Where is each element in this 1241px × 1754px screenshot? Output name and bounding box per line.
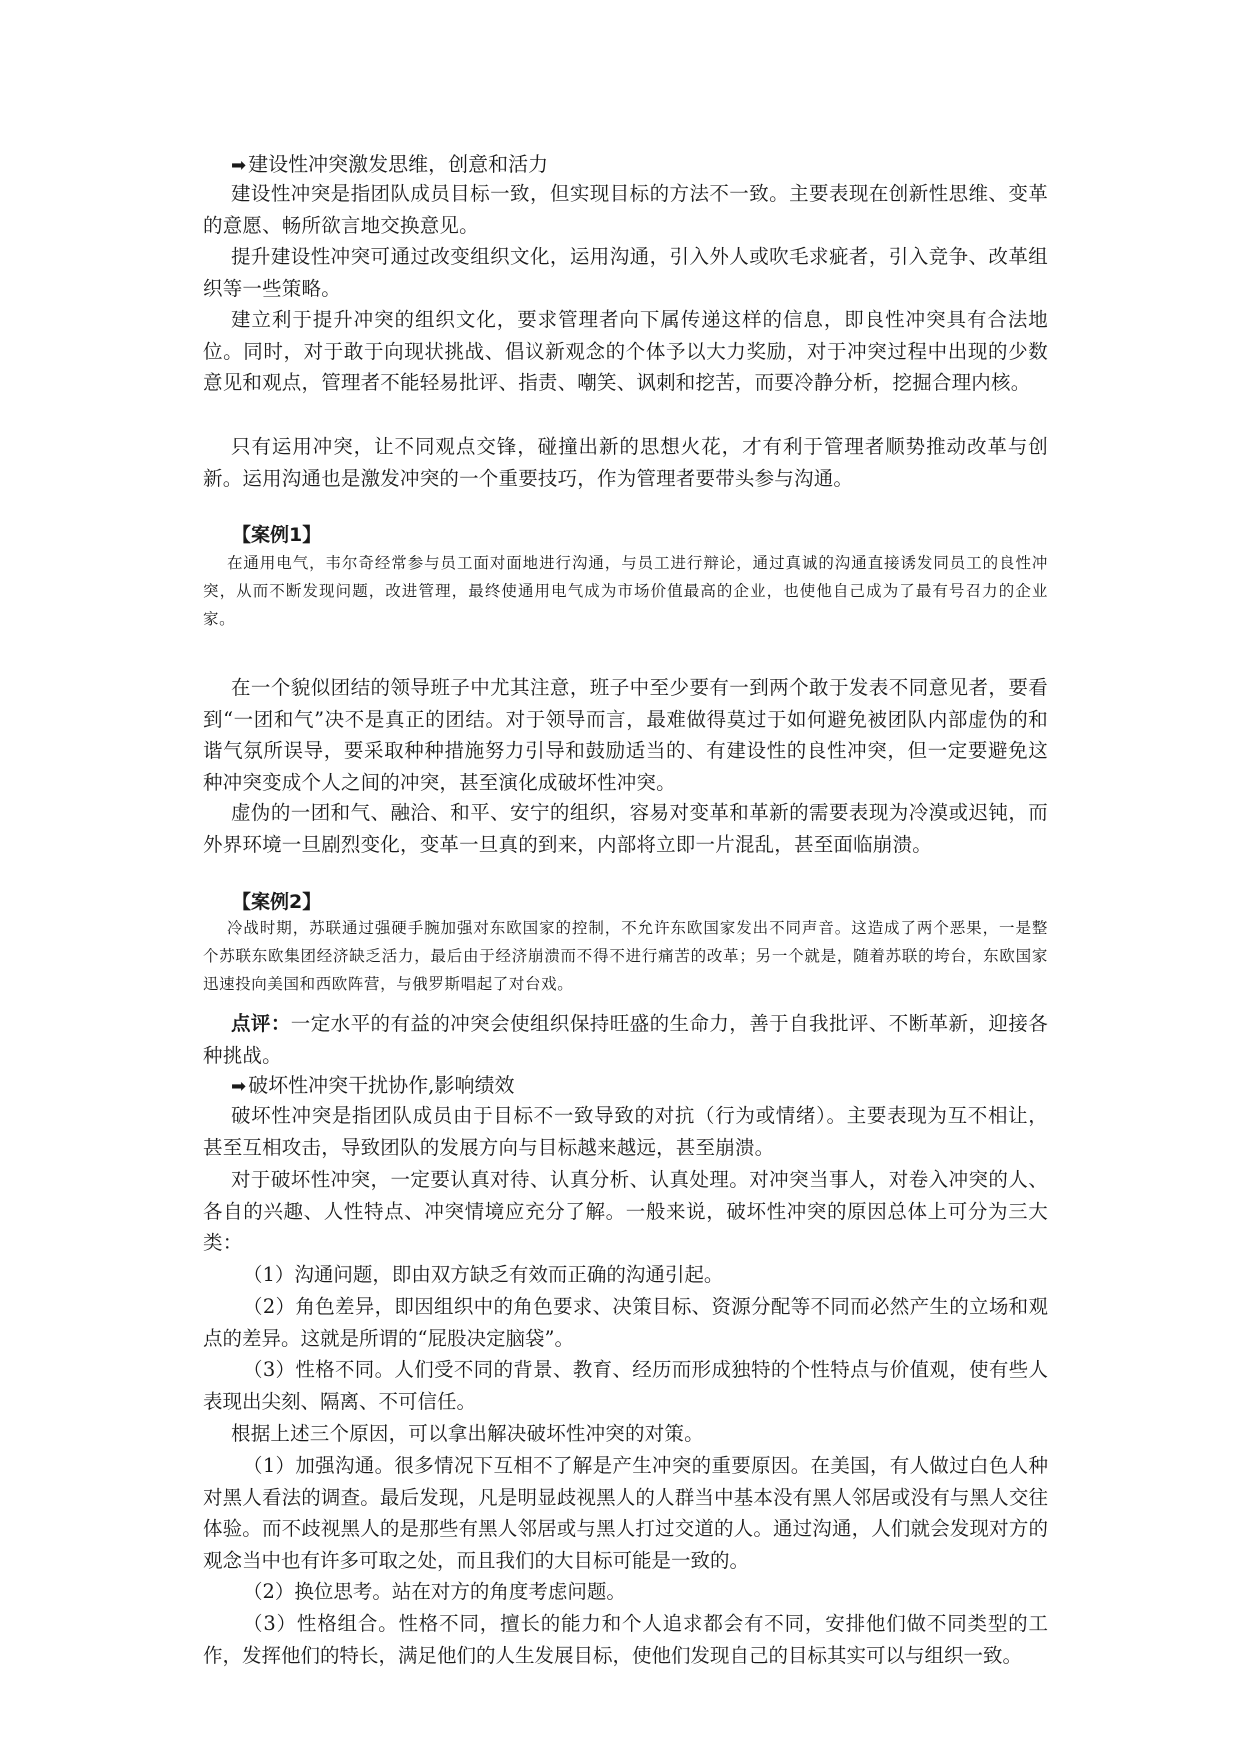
- paragraph: 建设性冲突是指团队成员目标一致，但实现目标的方法不一致。主要表现在创新性思维、变革的意愿、畅所欲言地交换意见。: [203, 182, 1048, 237]
- arrow-icon: ➡: [231, 155, 247, 176]
- solution-item: （2）换位思考。站在对方的角度考虑问题。: [243, 1580, 626, 1603]
- paragraph: 破坏性冲突是指团队成员由于目标不一致导致的对抗（行为或情绪）。主要表现为互不相让，甚至互相攻击，导致团队的发展方向与目标越来越远，甚至崩溃。: [203, 1104, 1048, 1159]
- section-heading-destructive: [231, 1070, 514, 1102]
- arrow-icon: ➡: [231, 1076, 247, 1097]
- paragraph: 虚伪的一团和气、融洽、和平、安宁的组织，容易对变革和革新的需要表现为冷漠或迟钝，而外界环境一旦剧烈变化，变革一旦真的到来，内部将立即一片混乱，甚至面临崩溃。: [203, 801, 1048, 856]
- paragraph: 根据上述三个原因，可以拿出解决破坏性冲突的对策。: [231, 1422, 704, 1445]
- cause-item: （3）性格不同。人们受不同的背景、教育、经历而形成独特的个性特点与价值观，使有些人表现出尖刻、隔离、不可信任。: [203, 1358, 1048, 1413]
- comment-label: 点评：: [231, 1012, 291, 1035]
- paragraph: 只有运用冲突，让不同观点交锋，碰撞出新的思想火花，才有利于管理者顺势推动改革与创新。运用沟通也是激发冲突的一个重要技巧，作为管理者要带头参与沟通。: [203, 435, 1048, 490]
- heading-text: 破坏性冲突干扰协作,影响绩效: [248, 1073, 515, 1097]
- cause-item: （2）角色差异，即因组织中的角色要求、决策目标、资源分配等不同而必然产生的立场和观点的差异。这就是所谓的“屁股决定脑袋”。: [203, 1295, 1048, 1350]
- cause-item: （1）沟通问题，即由双方缺乏有效而正确的沟通引起。: [243, 1263, 724, 1286]
- solution-item: （1）加强沟通。很多情况下互相不了解是产生冲突的重要原因。在美国，有人做过白色人种对黑人看法的调查。最后发现，凡是明显歧视黑人的人群当中基本没有黑人邻居或没有与黑人交往体验。而不歧视黑人的是那些有黑人邻居或与黑人打过交道的人。通过沟通，人们就会发现对方的观念当中也有许多可取之处，而且我们的大目标可能是一致的。: [203, 1454, 1048, 1572]
- heading-text: 建设性冲突激发思维，创意和活力: [248, 152, 549, 176]
- section-heading-constructive: [231, 149, 548, 181]
- paragraph: 提升建设性冲突可通过改变组织文化，运用沟通，引入外人或吹毛求疵者，引入竞争、改革组织等一些策略。: [203, 245, 1048, 300]
- paragraph: 在一个貌似团结的领导班子中尤其注意，班子中至少要有一到两个敢于发表不同意见者，要看到“一团和气”决不是真正的团结。对于领导而言，最难做得莫过于如何避免被团队内部虚伪的和谐气氛所误导，要采取种种措施努力引导和鼓励适当的、有建设性的良性冲突，但一定要避免这种冲突变成个人之间的冲突，甚至演化成破坏性冲突。: [203, 676, 1048, 794]
- case-title: 【案例2】: [232, 891, 322, 913]
- paragraph: 对于破坏性冲突，一定要认真对待、认真分析、认真处理。对冲突当事人，对卷入冲突的人、各自的兴趣、人性特点、冲突情境应充分了解。一般来说，破坏性冲突的原因总体上可分为三大类：: [203, 1168, 1048, 1255]
- comment-text: 一定水平的有益的冲突会使组织保持旺盛的生命力，善于自我批评、不断革新，迎接各种挑战。: [203, 1012, 1048, 1067]
- solution-item: （3）性格组合。性格不同，擅长的能力和个人追求都会有不同，安排他们做不同类型的工作，发挥他们的特长，满足他们的人生发展目标，使他们发现自己的目标其实可以与组织一致。: [203, 1612, 1048, 1667]
- paragraph: 建立利于提升冲突的组织文化，要求管理者向下属传递这样的信息，即良性冲突具有合法地位。同时，对于敢于向现状挑战、倡议新观念的个体予以大力奖励，对于冲突过程中出现的少数意见和观点，管理者不能轻易批评、指责、嘲笑、讽刺和挖苦，而要冷静分析，挖掘合理内核。: [203, 308, 1048, 395]
- case-body: 冷战时期，苏联通过强硬手腕加强对东欧国家的控制，不允许东欧国家发出不同声音。这造成了两个恶果，一是整个苏联东欧集团经济缺乏活力，最后由于经济崩溃而不得不进行痛苦的改革；另一个就是，随着苏联的垮台，东欧国家迅速投向美国和西欧阵营，与俄罗斯唱起了对台戏。: [203, 919, 1048, 993]
- case-title: 【案例1】: [232, 524, 322, 546]
- case-body: 在通用电气，韦尔奇经常参与员工面对面地进行沟通，与员工进行辩论，通过真诚的沟通直接诱发同员工的良性冲突，从而不断发现问题，改进管理，最终使通用电气成为市场价值最高的企业，也使他自己成为了最有号召力的企业家。: [203, 554, 1048, 628]
- comment-paragraph: [203, 1008, 1048, 1071]
